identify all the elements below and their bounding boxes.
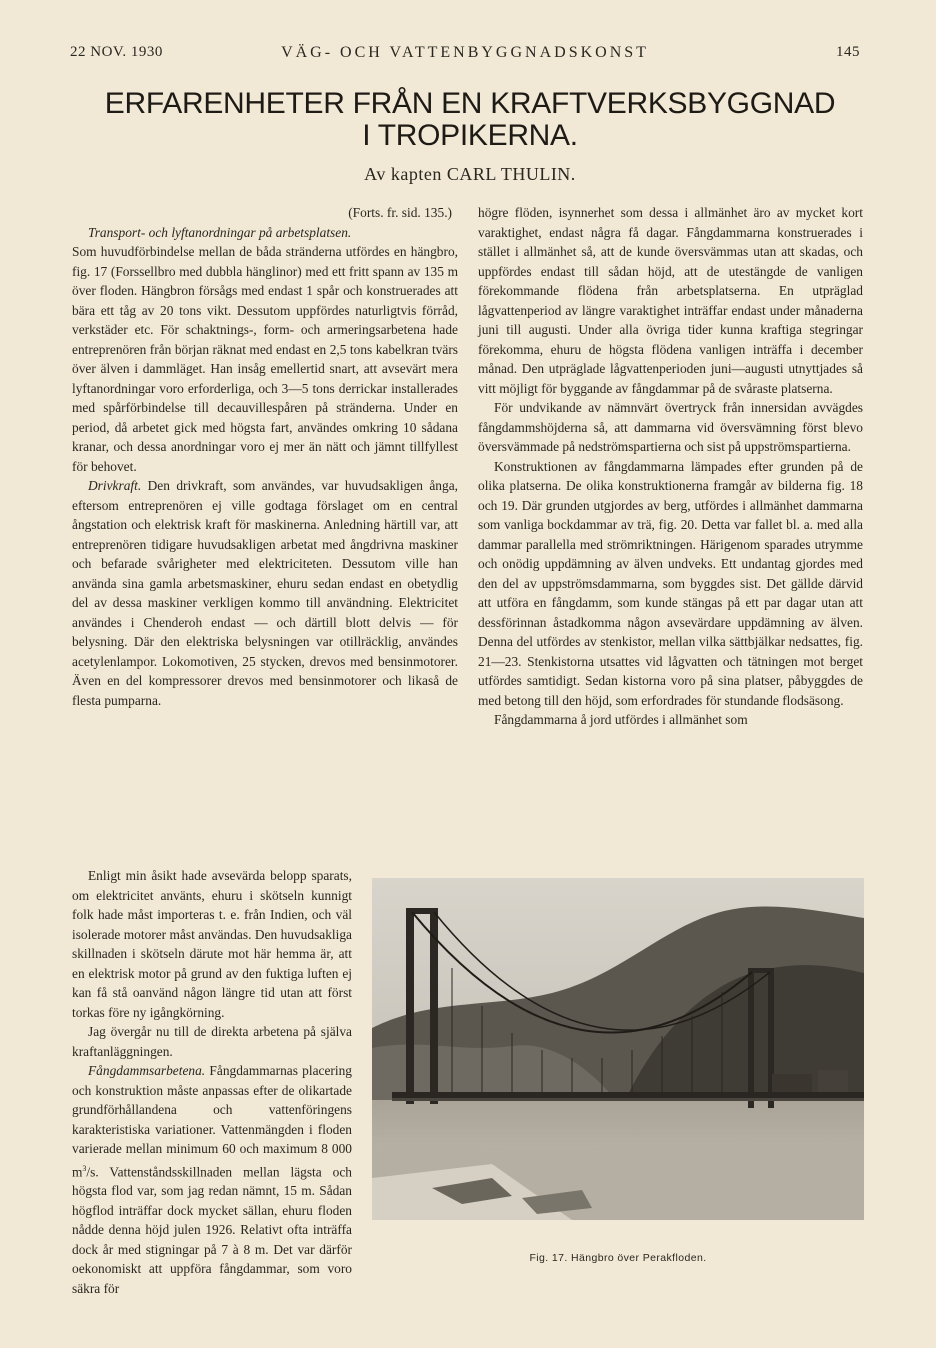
paragraph-right-4: Fångdammarna å jord utfördes i allmänhet som — [494, 712, 748, 727]
subheading-fangdamm: Fångdammsarbetena. — [88, 1063, 206, 1078]
continuation-note: (Forts. fr. sid. 135.) — [348, 205, 452, 220]
paragraph-overgar: Jag övergår nu till de direkta arbetena på själva kraftanläggningen. — [72, 1024, 352, 1059]
paragraph-right-3: Konstruktionen av fångdammarna lämpades efter grunden på de olika platserna. De olika konstruktionerna framgår av bilderna fig. 18 och 19. Där grunden utgjordes av berg, utfördes i allmänhet dammarna som vanliga bockdammar av trä, fig. 20. Detta var fallet bl. a. med alla dammar parallella med strömriktningen. Härigenom sparades utrymme och onödig uppdämning av älven undveks. Ett undantag gjordes med den del av uppströmsdammarna, som byggdes sist. Det gällde därvid att utföra en fångdamm, som kunde stängas på ett par dagar utan att dessförinnan åstadkomma någon avsevärdare uppdämning av älven. Denna del utfördes av stenkistor, mellan vilka sättbjälkar nedsattes, fig. 21—23. Stenkistorna utsattes vid lågvatten och tätningen mot berget utfördes samtidigt. Sedan kistorna voro på sina platser, påbyggdes de med betong till den höjd, som erfordrades för stundande flodsäsong. — [478, 458, 863, 708]
text-fangdamm-a: Fångdammarnas placering och konstruktion måste anpassas efter de olikartade grundförhållandena och vattenföringens karakteristiska variationer. Vattenmängden i floden varierade mellan minimum 60 och maximum 8 000 m — [72, 1063, 352, 1179]
figure-photo-bridge — [372, 878, 864, 1220]
text-fangdamm-b: /s. Vattenståndsskillnaden mellan lägsta och högsta flod var, som jag redan nämnt, 15 m. Sådan högflod inträffar dock mycket sällan, ehuru floden nådde denna höjd julen 1926. Relativt ofta inträffa dock år med stigningar på 7 à 8 m. Det var därför oekonomiskt att uppföra fångdammar, som voro säkra för — [72, 1163, 352, 1296]
figure-caption: Fig. 17. Hängbro över Perakfloden. — [529, 1252, 707, 1264]
bridge-photo-illustration — [372, 878, 864, 1220]
page-number: 145 — [836, 44, 860, 60]
paragraph-right-1: högre flöden, isynnerhet som dessa i allmänhet äro av mycket kort varaktighet, endast några få dagar. Fångdammarna konstruerades i stället i allmänhet så, att de kunde översvämmas utan att skadas, och uppfördes endast till sådan höjd, att de utestängde de vanligen förekommande flödena från arbetsplatserna. En utpräglad lågvattenperiod av längre varaktighet inträffar endast under månaderna juni till augusti. Under alla övriga tider kunna kraftiga stegringar förekomma, ehuru de högsta flödena vanligen inträffa i december månad. Den utpräglade lågvattenperioden juni—augusti utnyttjades så vitt möjligt för byggande av fångdammar på de svåraste platserna. — [478, 205, 863, 396]
unit-superscript: 3 — [82, 1163, 87, 1173]
journal-name: VÄG- OCH VATTENBYGGNADSKONST — [281, 44, 649, 61]
subheading-transport: Transport- och lyftanordningar på arbetsplatsen. — [88, 224, 352, 240]
left-column-narrow — [72, 866, 352, 1298]
author-byline: Av kapten CARL THULIN. — [364, 164, 576, 184]
running-head — [70, 44, 860, 66]
paragraph-drivkraft — [72, 476, 458, 710]
paragraph-fangdamm — [72, 1061, 352, 1298]
article-title — [60, 88, 880, 152]
paragraph-asikt: Enligt min åsikt hade avsevärda belopp sparats, om elektricitet använts, ehuru i skötseln kunnigt folk hade måst importeras t. e. från Indien, och väl isolerade motorer måst användas. Den huvudsakliga skillnaden i skötseln därute mot här hemma är, att en elektrisk motor på grund av den fuktiga luften ej kan få stå oanvänd någon längre tid utan att först torkas före ny igångkörning. — [72, 868, 352, 1020]
text-drivkraft: Den drivkraft, som användes, var huvudsakligen ånga, eftersom entreprenören ej ville godtaga förslaget om en central ångstation och elektrisk kraft för maskinerna. Anledning härtill var, att entreprenören tidigare huvudsakligen arbetat med ångdrivna maskiner och befarade svårigheter med elektriciteten. Dessutom ville han använda sina gamla arbetsmaskiner, ehuru sedan endast en obetydlig del av dessa maskiner verkligen kommo till användning. Elektricitet användes i Chenderoh endast — och därtill blott delvis — för belysning. Där den elektriska belysningen var otillräcklig, användes acetylenlampor. Lokomotiven, 25 stycken, drevos med bensinmotorer. Även en del kompressorer drevos med bensinmotorer och likaså de flesta pumparna. — [72, 478, 458, 708]
right-column — [478, 203, 863, 730]
title-line-2: I TROPIKERNA. — [362, 119, 578, 152]
left-column — [72, 203, 458, 710]
paragraph-transport — [72, 223, 458, 477]
text-transport: Som huvudförbindelse mellan de båda stränderna utfördes en hängbro, fig. 17 (Forssellbro med dubbla hänglinor) med ett fritt spann av 135 m över floden. Hängbron försågs med endast 1 spår och konstruerades att bära ett tåg av 20 tons vikt. Dessutom uppfördes naturligtvis förråd, verkstäder etc. För schaktnings-, form- och armeringsarbetena hade entreprenören från början räknat med endast en 2,5 tons kabelkran tvärs över älven i dammläget. Han insåg emellertid snart, att avsevärt mera lyftanordningar voro erforderliga, och 3—5 tons derrickar installerades med spårförbindelse till decauvillespåren på stränderna. Under en period, då arbetet gick med högsta fart, användes omkring 10 sådana kranar, och dessa anordningar voro ej mer än nätt och jämnt tillfyllest för behovet. — [72, 244, 458, 474]
paragraph-right-2: För undvikande av nämnvärt övertryck från innersidan avvägdes fångdammshöjderna så, att dammarna vid översvämning först blevo översvämmade på nedströmspartierna och sist på uppströmspartierna. — [478, 400, 863, 454]
title-line-1: ERFARENHETER FRÅN EN KRAFTVERKSBYGGNAD — [104, 87, 836, 120]
issue-date: 22 NOV. 1930 — [70, 44, 163, 60]
subheading-drivkraft: Drivkraft. — [88, 478, 142, 493]
